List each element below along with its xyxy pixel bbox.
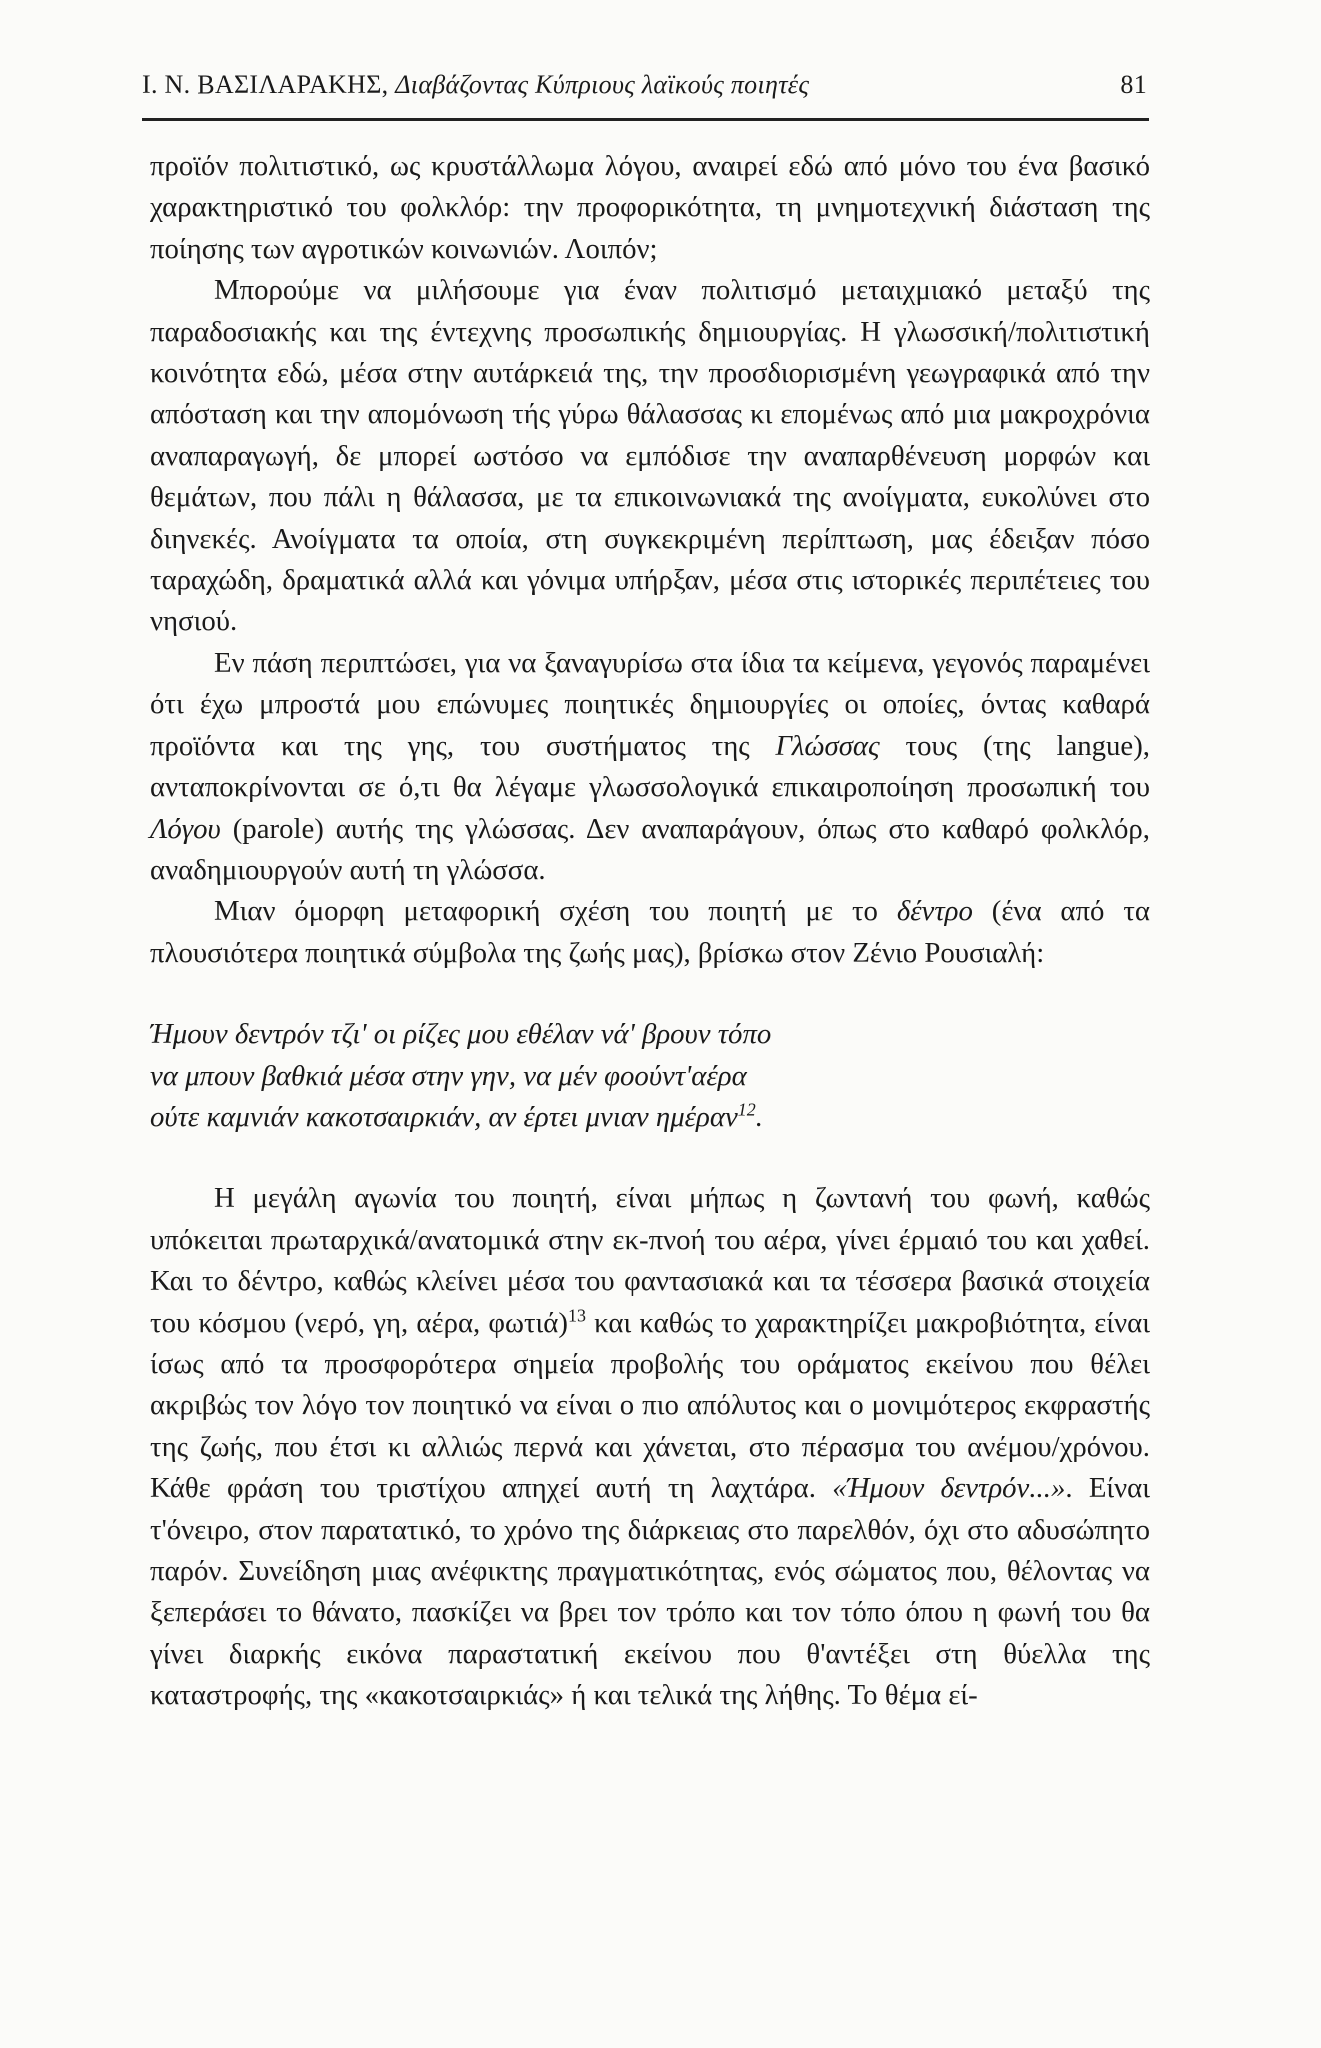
body-text	[150, 146, 1150, 1717]
paragraph-2-text: Μπορούμε να μιλήσουμε για έναν πολιτισμό μεταιχμιακό μεταξύ της παραδοσιακής και της έντεχνης προσωπικής δημιουργίας. Η γλωσσική/πολιτιστική κοινότητα εδώ, μέσα στην αυτάρκειά της, την προσδιορισμένη γεωγραφικά από την απόσταση και την απομόνωση τής γύρω θάλασσας κι επομένως από μια μακροχρόνια αναπαραγωγή, δε μπορεί ωστόσο να εμπόδισε την αναπαρθένευση μορφών και θεμάτων, που πάλι η θάλασσα, με τα επικοινωνιακά της ανοίγματα, ευκολύνει στο διηνεκές. Ανοίγματα τα οποία, στη συγκεκριμένη περίπτωση, μας έδειξαν πόσο ταραχώδη, δραματικά αλλά και γόνιμα υπήρξαν, μέσα στις ιστορικές περιπέτειες του νησιού.	[150, 274, 1150, 638]
footnote-ref-12: 12	[737, 1099, 756, 1120]
paragraph-4-text-b: (ένα από τα πλουσιότερα ποιητικά σύμβολα της ζωής μας), βρίσκω στον Ζένιο Ρουσιαλή:	[150, 895, 1150, 969]
poem-line-3	[150, 1097, 1150, 1138]
paragraph-4-text-a: Μιαν όμορφη μεταφορική σχέση του ποιητή με το	[214, 895, 897, 928]
poem-line-1: Ήμουν δεντρόν τζι' οι ρίζες μου εθέλαν νά' βρουν τόπο	[150, 1018, 772, 1051]
paragraph-3-text-c: (parole) αυτής της γλώσσας. Δεν αναπαράγουν, όπως στο καθαρό φολκλόρ, αναδημιουργούν αυτή τη γλώσσα.	[150, 812, 1150, 886]
header-title: Διαβάζοντας Κύπριους λαϊκούς ποιητές	[395, 70, 810, 99]
header-rule	[142, 118, 1149, 121]
paragraph-3-emphasis-1: Γλώσσας	[775, 729, 880, 762]
paragraph-3-text-a: Εν πάση περιπτώσει, για να ξαναγυρίσω στα ίδια τα κείμενα, γεγονός παραμένει ότι έχω μπροστά μου επώνυμες ποιητικές δημιουργίες οι οποίες, όντας καθαρά προϊόντα και της γης, του συστήματος της	[150, 646, 1150, 762]
paragraph-3	[150, 643, 1150, 891]
paragraph-1	[150, 146, 1150, 270]
poem-line-3-text: ούτε καμνιάν κακοτσαιρκιάν, αν έρτει μνιαν ημέραν	[150, 1100, 738, 1133]
poem-line-2: να μπουν βαθκιά μέσα στην γην, να μέν φοούντ'αέρα	[150, 1059, 747, 1092]
paragraph-5-text-a: Η μεγάλη αγωνία του ποιητή, είναι μήπως η ζωντανή του φωνή, καθώς υπόκειται πρωταρχικά/ανατομικά στην εκ-πνοή του αέρα, γίνει έρμαιό του και χαθεί. Και το δέντρο, καθώς κλείνει μέσα του φαντασιακά και τα τέσσερα βασικά στοιχεία του κόσμου (νερό, γη, αέρα, φωτιά)	[150, 1182, 1150, 1339]
paragraph-5-text-b: και καθώς το χαρακτηρίζει μακροβιότητα, είναι ίσως από τα προσφορότερα σημεία προβολής του οράματος εκείνου που θέλει ακριβώς τον λόγο τον ποιητικό να είναι ο πιο απόλυτος και ο μονιμότερος εκφραστής της ζωής, που έτσι κι αλλιώς περνά και χάνεται, στο πέρασμα του ανέμου/χρόνου. Κάθε φράση του τριστίχου απηχεί αυτή τη λαχτάρα.	[150, 1306, 1151, 1505]
paragraph-5-emphasis: «Ήμουν δεντρόν...»	[832, 1472, 1066, 1505]
header-author: Ι. Ν. ΒΑΣΙΛΑΡΑΚΗΣ,	[142, 70, 389, 99]
footnote-ref-13: 13	[567, 1304, 586, 1325]
page-number: 81	[1120, 70, 1147, 99]
paragraph-4	[150, 891, 1150, 974]
paragraph-3-emphasis-2: Λόγου	[150, 812, 221, 845]
paragraph-1-text: προϊόν πολιτιστικό, ως κρυστάλλωμα λόγου, αναιρεί εδώ από μόνο του ένα βασικό χαρακτηριστικό του φολκλόρ: την προφορικότητα, τη μνημοτεχνική διάσταση της ποίησης των αγροτικών κοινωνιών. Λοιπόν;	[150, 150, 1150, 265]
paragraph-5-text-c: . Είναι τ'όνειρο, στον παρατατικό, το χρόνο της διάρκειας στο παρελθόν, όχι στο αδυσώπητο παρόν. Συνείδηση μιας ανέφικτης πραγματικότητας, ενός σώματος που, θέλοντας να ξεπεράσει το θάνατο, πασκίζει να βρει τον τρόπο και τον τόπο όπου η φωνή του θα γίνει διαρκής εικόνα παραστατική εκείνου που θ'αντέξει στη θύελλα της καταστροφής, της «κακοτσαιρκιάς» ή και τελικά της λήθης. Το θέμα εί-	[150, 1472, 1151, 1712]
paragraph-5	[150, 1178, 1150, 1716]
paragraph-3-text-b: τους (της langue), ανταποκρίνονται σε ό,τι θα λέγαμε γλωσσολογικά επικαιροποίηση προσωπική του	[150, 729, 1150, 804]
poem-quote	[150, 1014, 1150, 1138]
running-header	[142, 70, 1147, 110]
paragraph-2	[150, 270, 1150, 643]
poem-line-3-end: .	[755, 1100, 763, 1133]
paragraph-4-emphasis: δέντρο	[896, 895, 973, 928]
